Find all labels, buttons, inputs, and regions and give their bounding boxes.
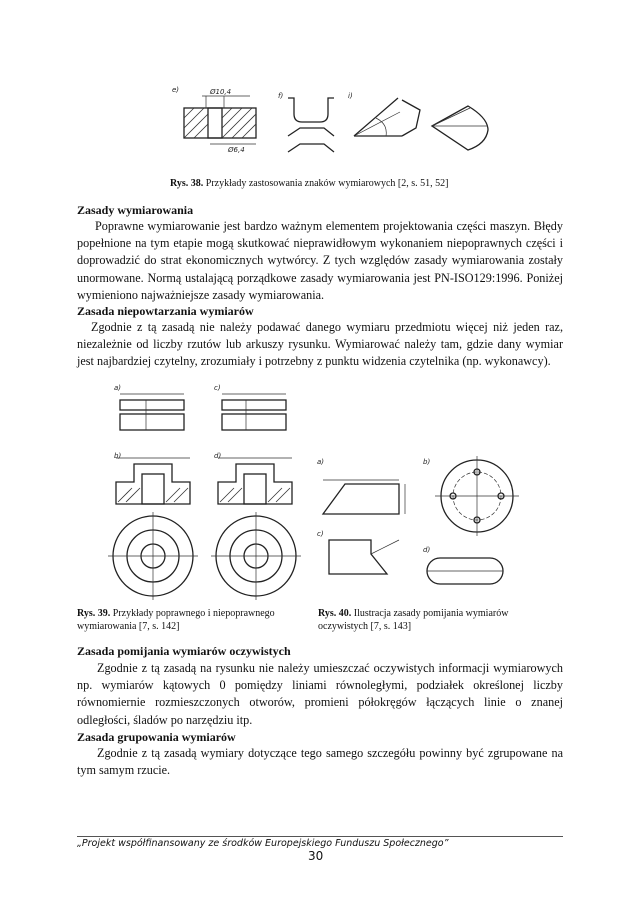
fig38-dim-d2: Ø6,4 bbox=[228, 146, 245, 154]
fig40-part-b bbox=[435, 456, 519, 536]
section-heading-zasady-wymiarowania: Zasady wymiarowania bbox=[77, 203, 194, 217]
fig39-part-d-section bbox=[218, 458, 292, 504]
figure-38-caption bbox=[170, 177, 449, 190]
fig40-part-a bbox=[323, 480, 405, 514]
fig38-part-i bbox=[354, 98, 420, 136]
fig40-part-d bbox=[427, 558, 503, 584]
fig39-part-b-plan bbox=[108, 512, 198, 600]
figure-39-caption bbox=[77, 607, 297, 633]
section-paragraph-pomijanie: Zgodnie z tą zasadą na rysunku nie należy umieszczać oczywistych informacji wymiarowych np. wymiarów kątowych 0 pomiędzy liniami równoległymi, podziałek określonej liczby równomiernie rozmieszczonych otworów, promieni półokręgów łączących linie o znanej odległości, śladów po narzędziu itp. bbox=[77, 661, 563, 727]
fig40-part-c bbox=[329, 540, 399, 574]
figure-38-caption-number: Rys. 38. bbox=[170, 178, 204, 189]
fig39-part-d-plan bbox=[211, 512, 301, 600]
section-paragraph-niepowtarzanie: Zgodnie z tą zasadą nie należy podawać danego wymiaru przedmiotu więcej niż jeden raz, niezależnie od liczby rzutów lub arkuszy rysunku. Wymiarować należy tam, gdzie dany wymiar jest najbardziej czytelny, zrozumiały i potrzebny z punktu widzenia czytelnika (np. wykonawcy). bbox=[77, 320, 563, 369]
figure-39-caption-number: Rys. 39. bbox=[77, 608, 111, 619]
fig40-label-d: d) bbox=[423, 546, 431, 554]
section-heading-niepowtarzanie: Zasada niepowtarzania wymiarów bbox=[77, 304, 254, 318]
fig38-label-f: f) bbox=[278, 92, 284, 100]
section-paragraph-grupowanie: Zgodnie z tą zasadą wymiary dotyczące tego samego szczegółu powinny być zgrupowane na tym samym rzucie. bbox=[77, 746, 563, 778]
fig39-part-a bbox=[120, 394, 184, 430]
fig38-part-arc bbox=[432, 106, 488, 150]
section-heading-pomijanie: Zasada pomijania wymiarów oczywistych bbox=[77, 644, 291, 658]
fig39-part-c bbox=[222, 394, 286, 430]
figure-40-caption-text: Ilustracja zasady pomijania wymiarów oczywistych [7, s. 143] bbox=[318, 608, 509, 632]
fig39-label-a: a) bbox=[114, 384, 122, 392]
fig40-label-c: c) bbox=[317, 530, 324, 538]
figure-40-drawings bbox=[315, 454, 535, 604]
footer-divider bbox=[77, 836, 563, 837]
page-number: 30 bbox=[308, 849, 324, 863]
fig39-label-b: b) bbox=[114, 452, 122, 460]
fig38-part-f bbox=[288, 98, 334, 152]
fig39-part-b-section bbox=[116, 458, 190, 504]
figure-38-caption-text: Przykłady zastosowania znaków wymiarowych [2, s. 51, 52] bbox=[203, 178, 449, 189]
fig40-label-a: a) bbox=[317, 458, 325, 466]
footer-text: „Projekt współfinansowany ze środków Europejskiego Funduszu Społecznego” bbox=[77, 838, 449, 849]
fig39-label-d: d) bbox=[214, 452, 222, 460]
fig38-dim-d: Ø10,4 bbox=[210, 88, 232, 96]
fig39-label-c: c) bbox=[214, 384, 221, 392]
fig40-label-b: b) bbox=[423, 458, 431, 466]
section-paragraph-zasady-wymiarowania: Poprawne wymiarowanie jest bardzo ważnym elementem projektowania części maszyn. Błędy popełnione na tym etapie mogą skutkować nieprawidłowym wykonaniem niepoprawnych części i doprowadzić do strat ekonomicznych wytwórcy. Z tych względów zasady wymiarowania zostały unormowane. Normą ustalającą porządkowe zasady wymiarowania jest PN-ISO129:1996. Poniżej wymieniono najważniejsze zasady wymiarowania. bbox=[77, 219, 563, 302]
figure-40-caption-number: Rys. 40. bbox=[318, 608, 352, 619]
figure-38-drawings bbox=[170, 78, 500, 160]
section-heading-grupowanie: Zasada grupowania wymiarów bbox=[77, 730, 236, 744]
figure-39-caption-text: Przykłady poprawnego i niepoprawnego wymiarowania [7, s. 142] bbox=[77, 608, 275, 632]
figure-39-drawings bbox=[106, 384, 306, 604]
fig38-label-i: i) bbox=[348, 92, 353, 100]
fig38-part-e bbox=[184, 88, 256, 154]
fig38-label-e: e) bbox=[172, 86, 180, 94]
figure-40-caption bbox=[318, 607, 538, 633]
